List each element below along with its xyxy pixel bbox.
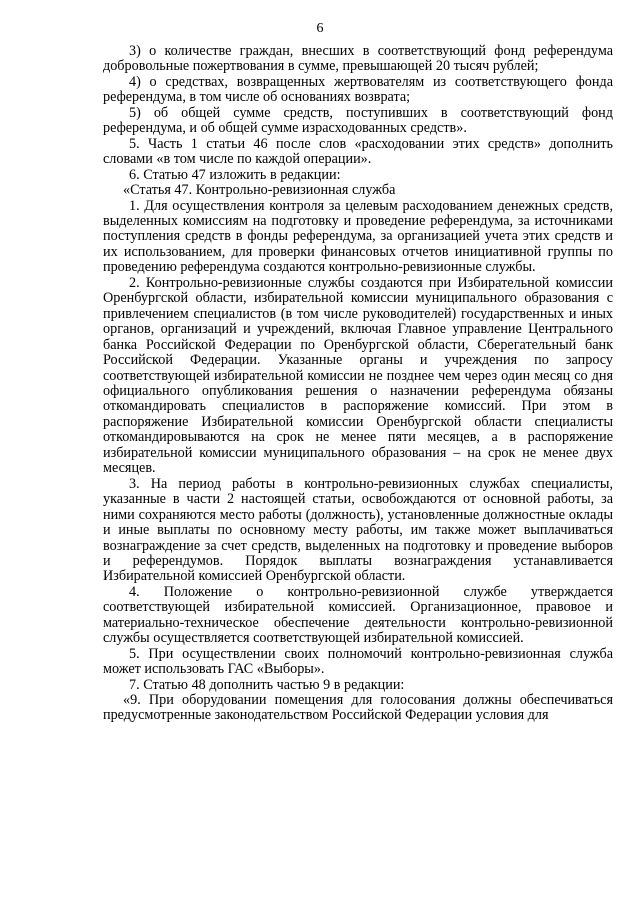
- article-47-part-5: 5. При осуществлении своих полномочий контрольно-ревизионная служба может использовать ГАС «Выборы».: [103, 645, 613, 678]
- paragraph-point-7: 7. Статью 48 дополнить частью 9 в редакции:: [129, 676, 405, 693]
- article-47-part-2: 2. Контрольно-ревизионные службы создаются при Избирательной комиссии Оренбургской области, избирательной комиссии муниципального образования с привлечением специалистов (в том числе руководителей) государственных и иных органов, организаций и учреждений, включая Главное управление Центрального банка Российской Федерации по Оренбургской области, Сберегательный банк Российской Федерации. Указанные органы и учреждения по запросу соответствующей избирательной комиссии не позднее чем через один месяц со дня официального опубликования решения о назначении референдума обязаны откомандировать специалистов в распоряжение комиссий. При этом в распоряжение Избирательной комиссии Оренбургской области специалисты откомандировываются на срок не менее пяти месяцев, а в распоряжение избирательной комиссии муниципального образования – на срок не менее двух месяцев.: [103, 274, 613, 477]
- paragraph-item-3: 3) о количестве граждан, внесших в соответствующий фонд референдума добровольные пожертвования в сумме, превышающей 20 тысяч рублей;: [103, 43, 613, 75]
- paragraph-point-5: 5. Часть 1 статьи 46 после слов «расходовании этих средств» дополнить словами «в том числе по каждой операции».: [103, 135, 613, 168]
- paragraph-item-4: 4) о средствах, возвращенных жертвователям из соответствующего фонда референдума, в том числе об основаниях возврата;: [103, 73, 613, 106]
- paragraph-item-5: 5) об общей сумме средств, поступивших в соответствующий фонд референдума, и об общей сумме израсходованных средств».: [103, 104, 613, 137]
- paragraph-point-6: 6. Статью 47 изложить в редакции:: [129, 166, 341, 183]
- article-47-heading: «Статья 47. Контрольно-ревизионная служба: [123, 182, 396, 199]
- document-body: [103, 44, 613, 724]
- page-number: 6: [316, 21, 324, 36]
- article-48-part-9: «9. При оборудовании помещения для голосования должны обеспечиваться предусмотренные законодательством Российской Федерации условия для: [103, 692, 613, 724]
- article-47-part-4: 4. Положение о контрольно-ревизионной службе утверждается соответствующей избирательной комиссией. Организационное, правовое и материально-техническое обеспечение деятельности контрольно-ревизионной службы осуществляется соответствующей избирательной комиссией.: [103, 583, 613, 647]
- article-47-part-3: 3. На период работы в контрольно-ревизионных службах специалисты, указанные в части 2 настоящей статьи, освобождаются от основной работы, за ними сохраняются место работы (должность), установленные должностные оклады и иные выплаты по основному месту работы, им также может выплачиваться вознаграждение за счет средств, выделенных на подготовку и проведение выборов и референдумов. Порядок выплаты вознаграждения устанавливается Избирательной комиссией Оренбургской области.: [103, 475, 613, 585]
- article-47-part-1: 1. Для осуществления контроля за целевым расходованием денежных средств, выделенных комиссиям на подготовку и проведение референдума, за источниками поступления средств в фонды референдума, за организацией учета этих средств и их использованием, для проверки финансовых отчетов инициативной группы по проведению референдума создаются контрольно-ревизионные службы.: [103, 197, 613, 276]
